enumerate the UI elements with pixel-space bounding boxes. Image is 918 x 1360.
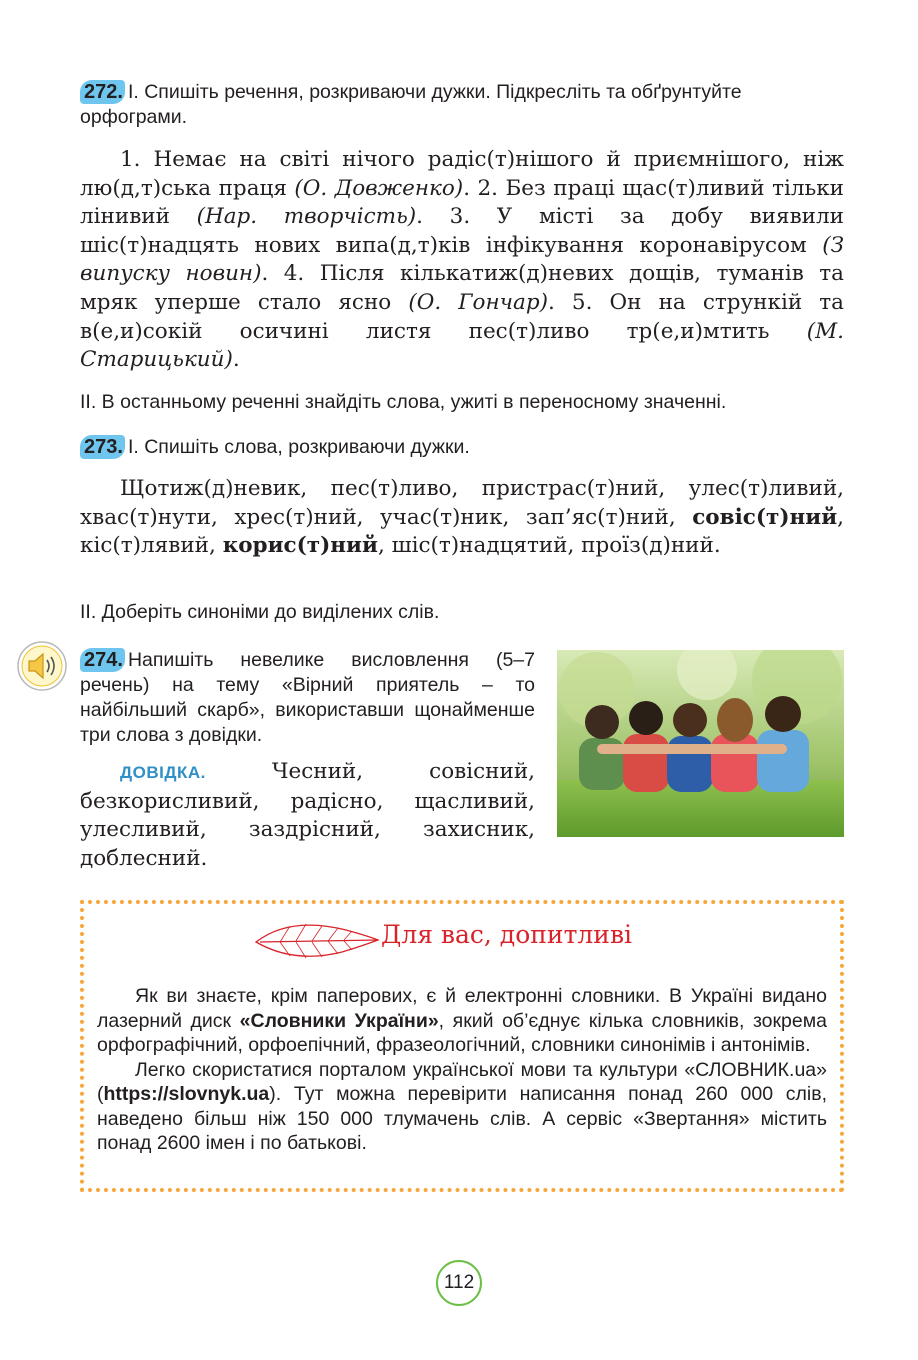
exercise-274-task (80, 648, 535, 748)
box-paragraph-1: Як ви знаєте, крім паперових, є й електронні словники. В Україні видано лазерний диск «Словники України», який об’єднує кілька словників, зокрема орфографічний, орфоепічний, фразеологічний, словники синонімів і антонімів. (97, 985, 827, 1056)
sentence-1: 1. Немає на світі нічого радіс(т)нішого й приємнішого, ніж лю(д,т)ська праця (80, 147, 844, 201)
source-1: (О. Довженко) (294, 175, 464, 201)
dovidka-word-list (80, 758, 535, 873)
page-number: 112 (436, 1260, 482, 1306)
exercise-273-task (80, 435, 844, 460)
exercise-number-272: 272. (80, 80, 125, 104)
audio-speaker-icon[interactable] (16, 640, 68, 692)
box-paragraph-2: Легко скористатися порталом української мови та культури «СЛОВНИК.ua» (https://slovnyk.ua). Тут можна перевірити написання понад 260 000 слів, наведено більш ніж 150 000 тлумачень слів. А сервіс «Звертання» містить понад 2600 імен і по батькові. (97, 1058, 827, 1154)
exercise-number-273: 273. (80, 435, 125, 459)
highlighted-word-2: корис(т)ний (222, 533, 378, 559)
source-2: (Нар. творчість) (196, 204, 417, 230)
feather-icon (250, 912, 382, 968)
exercise-272-instruction: І. Спишіть речення, розкриваючи дужки. Підкресліть та обґрунтуйте орфограми. (80, 81, 742, 128)
box-text (97, 984, 827, 1156)
source-5: (М. Старицький) (80, 318, 844, 373)
sentence-2: . 2. Без праці щас(т)ливий тільки лінивий (80, 175, 845, 230)
exercise-273-words: Щотиж(д)невик, пес(т)ливо, пристрас(т)ний, улес(т)ливий, хвас(т)нути, хрес(т)ний, учас(т)ник, зап’яс(т)ний, совіс(т)ний, кіс(т)лявий, корис(т)ний, шіс(т)надцятий, проїз(д)ний. (80, 476, 844, 559)
source-4: (О. Гончар) (408, 289, 548, 315)
highlighted-word-1: совіс(т)ний (692, 504, 838, 530)
exercise-number-274: 274. (80, 648, 125, 672)
exercise-274-instruction: Напишіть невелике висловлення (5–7 речень) на тему «Вірний приятель – то найбільший скарб», використавши щонайменше три слова з довідки. (80, 649, 535, 746)
exercise-272-sentences: 1. Немає на світі нічого радіс(т)нішого й приємнішого, ніж лю(д,т)ська праця (О. Довженко). 2. Без праці щас(т)ливий тільки лінивий (Нар. творчість). 3. У місті за добу виявили шіс(т)надцять нових випа(д,т)ків інфікування коронавірусом (З випуску новин). 4. Після кількатиж(д)невих дощів, туманів та мряк уперше стало ясно (О. Гончар). 5. Он на стрункій та в(е,и)сокій осичині листя пес(т)ливо тр(е,и)мтить (М. Старицький). (80, 147, 845, 373)
dovidka-words: Чесний, совісний, безкорисливий, радісно, щасливий, улесливий, заздрісний, захисник, доблесний. (80, 759, 535, 871)
exercise-273-instruction: І. Спишіть слова, розкриваючи дужки. (127, 436, 470, 458)
sentence-4: . 4. Після кількатиж(д)невих дощів, туманів та мряк уперше стало ясно (80, 261, 844, 315)
dovidka-label: ДОВІДКА. (120, 763, 206, 782)
exercise-272-part2: ІІ. В останньому реченні знайдіть слова, ужиті в переносному значенні. (80, 391, 727, 413)
friends-photo (557, 650, 844, 837)
box-title: Для вас, допитливі (381, 920, 633, 949)
exercise-272-task (80, 80, 844, 130)
source-3: (З випуску новин) (80, 232, 844, 287)
exercise-273-part2: ІІ. Доберіть синоніми до виділених слів. (80, 601, 440, 623)
sentence-3: . 3. У місті за добу виявили шіс(т)надцять нових випа(д,т)ків інфікування коронавірусом (80, 204, 844, 258)
sentence-5: . 5. Он на стрункій та в(е,и)сокій осичині листя пес(т)ливо тр(е,и)мтить (80, 289, 844, 344)
